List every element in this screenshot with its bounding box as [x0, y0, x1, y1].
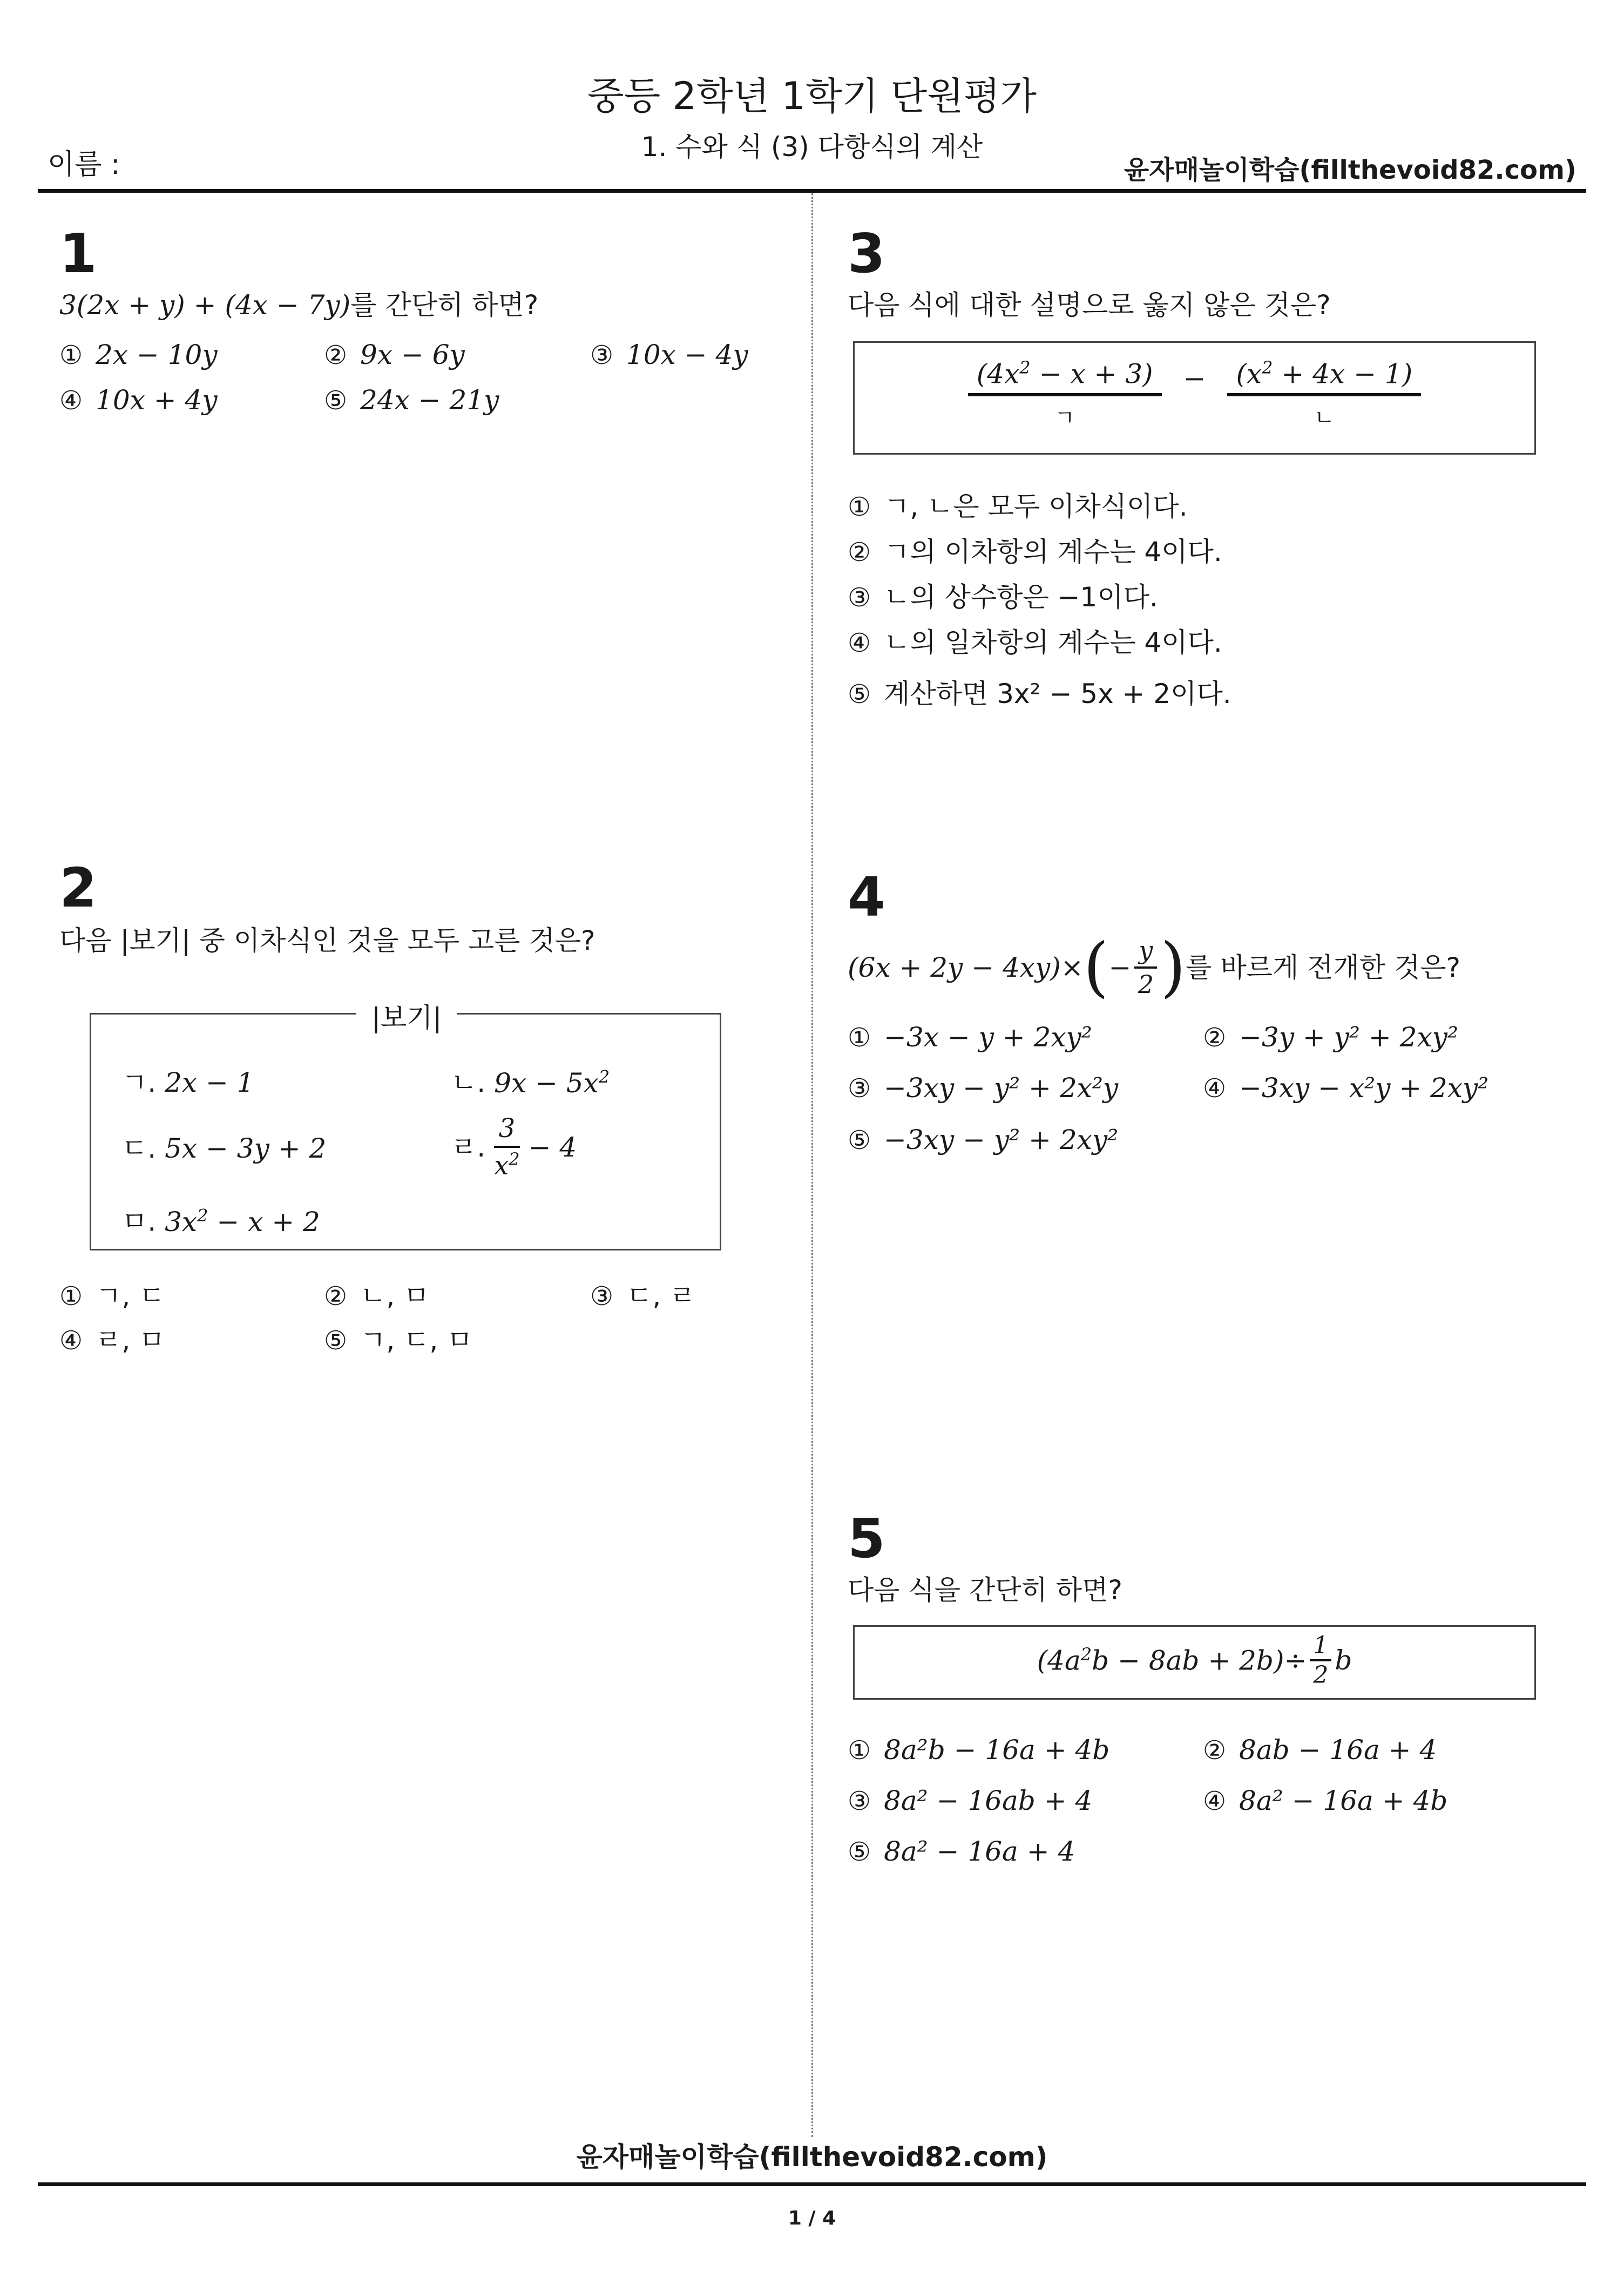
item-fraction: $\frac{3}{x^2}$ [494, 1113, 520, 1181]
column-divider [811, 193, 813, 2137]
choice-text: ㄱ의 이차항의 계수는 4이다. [884, 536, 1222, 567]
choice-text: 24x − 21y [360, 384, 499, 416]
question-number-4: 4 [848, 866, 885, 929]
question-5-text: 다음 식을 간단히 하면? [848, 1574, 1122, 1606]
choice-mark: ⑤ [848, 1837, 871, 1867]
choice-text: −3y + y² + 2xy² [1239, 1022, 1458, 1053]
q4-paren-close: ) [1160, 930, 1186, 1005]
question-number-3: 3 [848, 222, 885, 285]
q2-choice-1[interactable] [59, 1274, 165, 1313]
q3-choice-2[interactable] [848, 530, 1222, 569]
item-expression: $9x - 5x^2$ [494, 1066, 610, 1099]
choice-text: ㄴ의 일차항의 계수는 4이다. [884, 627, 1222, 658]
q4-choice-2[interactable] [1203, 1022, 1458, 1053]
choice-mark: ① [59, 1281, 83, 1311]
choice-text: 계산하면 3x² − 5x + 2이다. [884, 678, 1231, 709]
choice-mark: ② [848, 537, 871, 567]
choice-mark: ④ [848, 628, 871, 658]
choice-text: ㄱ, ㄴ은 모두 이차식이다. [884, 491, 1188, 522]
page-subtitle: 1. 수와 식 (3) 다항식의 계산 [641, 131, 983, 163]
choice-text: ㄹ, ㅁ [96, 1324, 165, 1356]
q3-term-a [968, 357, 1162, 431]
choice-text: −3xy − y² + 2xy² [884, 1124, 1119, 1155]
q5-choice-2[interactable] [1203, 1734, 1437, 1766]
choice-mark: ⑤ [848, 679, 871, 709]
q1-expression: 3(2x + y) + (4x − 7y) [59, 289, 351, 321]
choice-mark: ② [1203, 1023, 1227, 1053]
item-expression: 5x − 3y + 2 [165, 1133, 327, 1164]
question-number-5: 5 [848, 1507, 885, 1570]
q1-choice-4[interactable] [59, 384, 218, 416]
q1-choice-2[interactable] [324, 339, 465, 370]
choice-mark: ⑤ [324, 1326, 348, 1356]
term-expression: $(4x^2 - x + 3)$ [976, 357, 1153, 390]
choice-text: 9x − 6y [360, 339, 465, 370]
choice-text: 8ab − 16a + 4 [1239, 1734, 1437, 1766]
q5-fraction: $\frac{1}{2}$ [1310, 1632, 1331, 1689]
page-title: 중등 2학년 1학기 단원평가 [587, 74, 1037, 118]
question-number-2: 2 [59, 856, 97, 919]
q1-question-suffix: 를 간단히 하면? [350, 289, 539, 321]
choice-text: ㄱ, ㄷ [96, 1280, 165, 1311]
q4-choice-1[interactable] [848, 1022, 1092, 1053]
choice-text: ㄱ, ㄷ, ㅁ [360, 1324, 473, 1356]
header-brand: 윤자매놀이학습(fillthevoid82.com) [1124, 155, 1576, 185]
q3-choice-3[interactable] [848, 576, 1158, 614]
term-expression: $(x^2 + 4x - 1)$ [1236, 357, 1413, 390]
q4-question-suffix: 를 바르게 전개한 것은? [1186, 952, 1461, 983]
item-expression: − 4 [528, 1132, 577, 1164]
choice-mark: ③ [848, 1786, 871, 1816]
footer-brand: 윤자매놀이학습(fillthevoid82.com) [576, 2141, 1048, 2173]
question-number-1: 1 [59, 222, 97, 285]
q1-choice-3[interactable] [590, 339, 748, 370]
item-label: ㄱ. [121, 1067, 157, 1098]
choice-mark: ② [324, 340, 348, 370]
choice-mark: ① [848, 1023, 871, 1053]
choice-text: 8a² − 16a + 4b [1239, 1785, 1448, 1816]
item-label: ㄴ. [451, 1067, 486, 1099]
example-item-b [451, 1066, 610, 1099]
choice-mark: ① [848, 492, 871, 522]
item-label: ㄷ. [121, 1133, 157, 1164]
q3-choice-4[interactable] [848, 621, 1222, 660]
choice-mark: ② [324, 1281, 348, 1311]
example-box-label: |보기| [356, 996, 457, 1035]
choice-mark: ③ [848, 1073, 871, 1104]
choice-mark: ② [1203, 1735, 1227, 1766]
choice-mark: ⑤ [848, 1125, 871, 1155]
q4-choice-4[interactable] [1203, 1072, 1488, 1104]
choice-text: ㄷ, ㄹ [626, 1280, 696, 1311]
choice-text: ㄴ, ㅁ [360, 1280, 430, 1311]
q5-dividend: $(4a^2b - 8ab + 2b)\div$ [1037, 1644, 1307, 1676]
example-item-c [121, 1132, 326, 1165]
example-item-e [121, 1205, 320, 1238]
footer-rule [38, 2182, 1586, 2186]
question-3-text: 다음 식에 대한 설명으로 옳지 않은 것은? [848, 289, 1331, 321]
q3-choice-1[interactable] [848, 485, 1188, 524]
choice-text: −3x − y + 2xy² [884, 1022, 1092, 1053]
q5-choice-3[interactable] [848, 1785, 1092, 1816]
item-expression: $3x^2 - x + 2$ [165, 1205, 320, 1238]
q4-choice-3[interactable] [848, 1072, 1118, 1104]
page-number: 1 / 4 [788, 2207, 836, 2229]
question-2-text: 다음 |보기| 중 이차식인 것을 모두 고른 것은? [59, 925, 596, 956]
choice-text: ㄴ의 상수항은 −1이다. [884, 582, 1158, 613]
q2-choice-2[interactable] [324, 1274, 429, 1313]
example-item-d [451, 1113, 577, 1181]
q2-choice-3[interactable] [590, 1274, 695, 1313]
item-expression: 2x − 1 [165, 1067, 254, 1098]
choice-text: 10x − 4y [626, 339, 748, 370]
choice-mark: ③ [590, 340, 614, 370]
choice-mark: ③ [848, 583, 871, 613]
choice-text: 10x + 4y [96, 384, 218, 416]
header-rule [38, 189, 1586, 193]
q4-paren-open: ( [1083, 930, 1109, 1005]
q4-fraction: $\frac{y}{2}$ [1134, 936, 1157, 999]
choice-text: 2x − 10y [96, 339, 218, 370]
q4-expression: (6x + 2y − 4xy)× [848, 952, 1084, 983]
choice-mark: ③ [590, 1281, 614, 1311]
q5-choice-4[interactable] [1203, 1785, 1447, 1816]
choice-text: 8a²b − 16a + 4b [884, 1734, 1110, 1766]
minus-sign: − [1183, 363, 1206, 394]
choice-text: 8a² − 16a + 4 [884, 1836, 1075, 1867]
q1-choice-1[interactable] [59, 339, 218, 370]
item-label: ㅁ. [121, 1206, 157, 1238]
term-label: ㄱ [1054, 405, 1075, 430]
question-1-text [59, 289, 538, 321]
question-4-text [848, 930, 1461, 1005]
q5-choice-5[interactable] [848, 1836, 1075, 1867]
q3-term-b [1227, 357, 1421, 431]
choice-text: 8a² − 16ab + 4 [884, 1785, 1093, 1816]
choice-mark: ⑤ [324, 386, 348, 416]
q2-choice-5[interactable] [324, 1319, 473, 1357]
q5-choice-1[interactable] [848, 1734, 1109, 1766]
choice-text: −3xy − x²y + 2xy² [1239, 1072, 1489, 1104]
choice-mark: ① [848, 1735, 871, 1766]
q3-expression [853, 357, 1536, 431]
choice-mark: ① [59, 340, 83, 370]
q5-expression [853, 1632, 1536, 1689]
q3-choice-5[interactable] [848, 672, 1231, 711]
choice-mark: ④ [59, 1326, 83, 1356]
q4-minus: − [1108, 952, 1132, 983]
choice-text: −3xy − y² + 2x²y [884, 1072, 1119, 1104]
choice-mark: ④ [1203, 1073, 1227, 1104]
q1-choice-5[interactable] [324, 384, 499, 416]
example-item-a [121, 1066, 254, 1099]
q2-choice-4[interactable] [59, 1319, 165, 1357]
q4-choice-5[interactable] [848, 1124, 1118, 1155]
name-label: 이름 : [48, 148, 120, 181]
choice-mark: ④ [1203, 1786, 1227, 1816]
q5-divisor-var: b [1335, 1645, 1352, 1676]
item-label: ㄹ. [451, 1132, 486, 1164]
choice-mark: ④ [59, 386, 83, 416]
term-label: ㄴ [1314, 405, 1335, 430]
